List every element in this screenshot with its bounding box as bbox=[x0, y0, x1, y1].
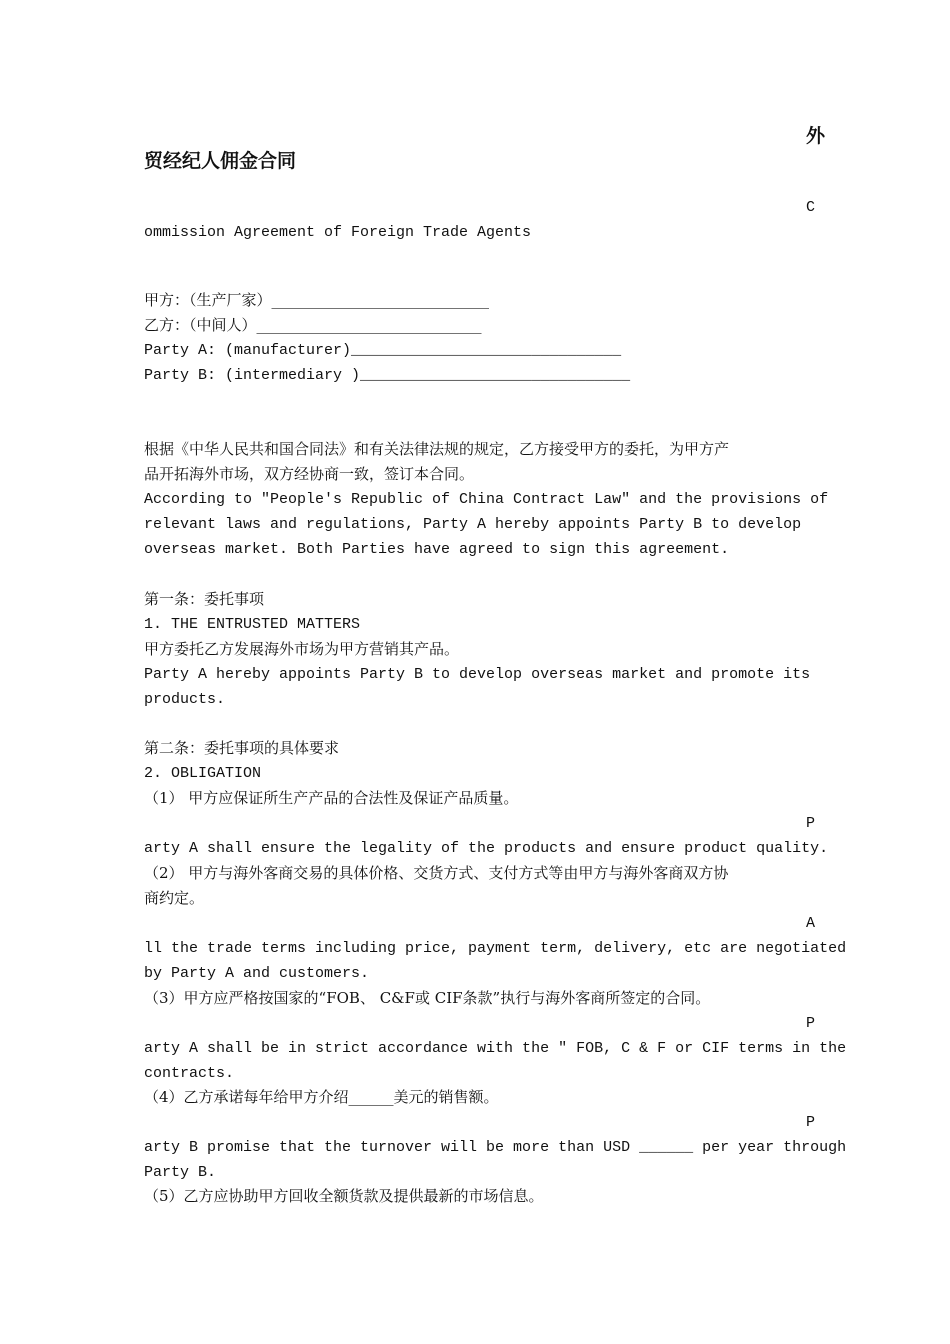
preamble-en-line: According to "People's Republic of China Contract Law" and the provisions of bbox=[144, 491, 829, 508]
item-3-en-first-char: P bbox=[806, 1015, 816, 1032]
item-2-cn: （2） 甲方与海外客商交易的具体价格、交货方式、支付方式等由甲方与海外客商双方协 bbox=[144, 864, 729, 882]
article-2-heading-cn: 第二条：委托事项的具体要求 bbox=[144, 739, 340, 757]
article-1-body-en: products. bbox=[144, 691, 226, 708]
party-a-en: Party A: (manufacturer)______________________________ bbox=[144, 342, 622, 359]
item-3-en: contracts. bbox=[144, 1065, 235, 1082]
title-tail-char: 外 bbox=[806, 125, 826, 147]
preamble-en-line: relevant laws and regulations, Party A hereby appoints Party B to develop bbox=[144, 516, 802, 533]
item-1-en-first-char: P bbox=[806, 815, 816, 832]
preamble-cn-line: 品开拓海外市场，双方经协商一致，签订本合同。 bbox=[144, 465, 475, 483]
title-en: ommission Agreement of Foreign Trade Agents bbox=[144, 224, 532, 241]
item-4-cn: （4）乙方承诺每年给甲方介绍______美元的销售额。 bbox=[144, 1088, 499, 1106]
article-1-body-cn: 甲方委托乙方发展海外市场为甲方营销其产品。 bbox=[144, 640, 460, 658]
item-5-cn: （5）乙方应协助甲方回收全额货款及提供最新的市场信息。 bbox=[144, 1187, 544, 1205]
party-b-en: Party B: (intermediary )______________________________ bbox=[144, 367, 631, 384]
title-cn: 贸经纪人佣金合同 bbox=[144, 150, 297, 172]
item-4-en: Party B. bbox=[144, 1164, 217, 1181]
item-4-en-first-char: P bbox=[806, 1114, 816, 1131]
party-a-cn: 甲方：（生产厂家）_____________________________ bbox=[144, 291, 490, 309]
party-b-cn: 乙方：（中间人）______________________________ bbox=[144, 316, 482, 334]
item-2-cn: 商约定。 bbox=[144, 889, 205, 907]
item-1-cn: （1） 甲方应保证所生产产品的合法性及保证产品质量。 bbox=[144, 789, 519, 807]
item-2-en: by Party A and customers. bbox=[144, 965, 370, 982]
item-3-en: arty A shall be in strict accordance with the " FOB, C & F or CIF terms in the bbox=[144, 1040, 847, 1057]
item-2-en: ll the trade terms including price, payment term, delivery, etc are negotiated bbox=[144, 940, 847, 957]
item-4-en: arty B promise that the turnover will be more than USD ______ per year through bbox=[144, 1139, 847, 1156]
article-1-heading-cn: 第一条：委托事项 bbox=[144, 590, 265, 608]
title-en-first-char: C bbox=[806, 199, 816, 216]
preamble-cn-line: 根据《中华人民共和国合同法》和有关法律法规的规定，乙方接受甲方的委托，为甲方产 bbox=[144, 440, 730, 458]
article-1-body-en: Party A hereby appoints Party B to develop overseas market and promote its bbox=[144, 666, 811, 683]
article-2-heading-en: 2. OBLIGATION bbox=[144, 765, 262, 782]
item-1-en: arty A shall ensure the legality of the products and ensure product quality. bbox=[144, 840, 829, 857]
article-1-heading-en: 1. THE ENTRUSTED MATTERS bbox=[144, 616, 361, 633]
preamble-en-line: overseas market. Both Parties have agreed to sign this agreement. bbox=[144, 541, 730, 558]
item-3-cn: （3）甲方应严格按国家的“FOB、 C&F或 CIF条款”执行与海外客商所签定的合同。 bbox=[144, 989, 711, 1007]
item-2-en-first-char: A bbox=[806, 915, 816, 932]
